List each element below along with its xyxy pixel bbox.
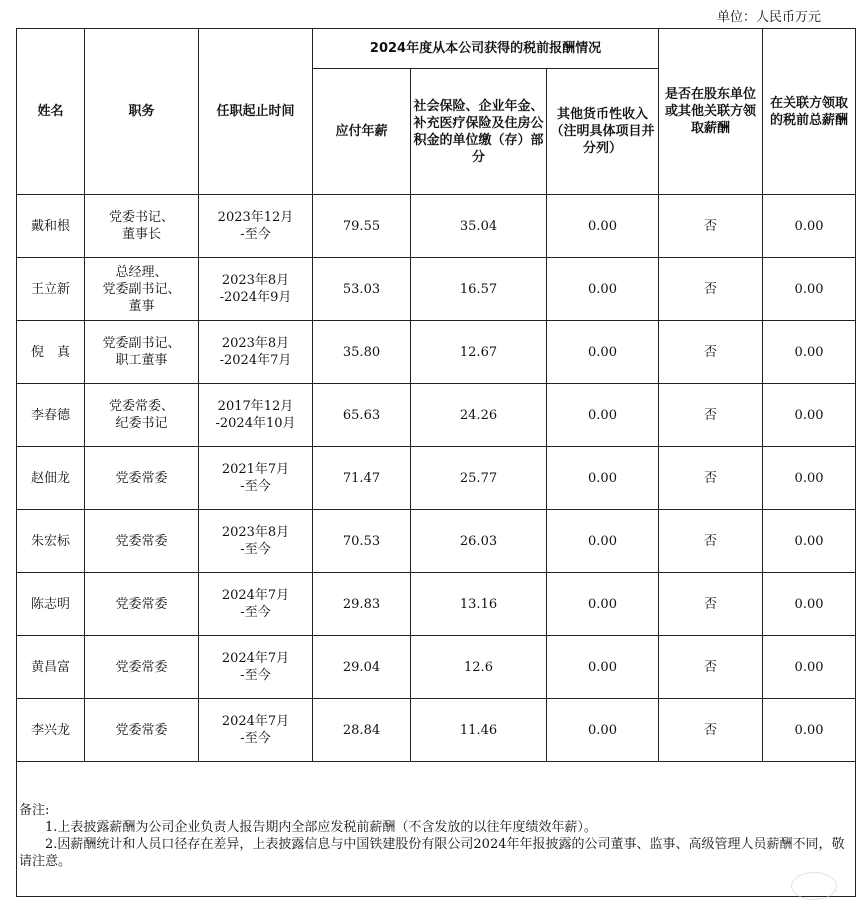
position-cell-line: 党委副书记、 [102, 281, 181, 297]
term-cell [199, 195, 313, 258]
compensation-table [16, 28, 856, 897]
table-body [17, 195, 856, 762]
term-cell-line: 2024年7月 [221, 588, 290, 603]
other-income-cell: 0.00 [547, 384, 659, 447]
other-income-cell: 0.00 [547, 321, 659, 384]
position-cell-line: 党委常委 [115, 470, 168, 486]
salary-cell: 65.63 [313, 384, 411, 447]
position-cell [85, 699, 199, 762]
term-cell [199, 699, 313, 762]
header-shareholder: 是否在股东单位或其他关联方领取薪酬 [659, 29, 763, 195]
term-cell [199, 510, 313, 573]
header-other: 其他货币性收入（注明具体项目并分列） [547, 69, 659, 195]
term-cell-line: 2021年7月 [221, 462, 290, 477]
header-name: 姓名 [17, 29, 85, 195]
related-pay-cell: 0.00 [763, 573, 856, 636]
position-cell [85, 636, 199, 699]
table-row [17, 258, 856, 321]
insurance-cell: 25.77 [411, 447, 547, 510]
position-cell-line: 董事长 [121, 227, 161, 242]
table-row [17, 321, 856, 384]
name-cell: 赵佃龙 [17, 447, 85, 510]
shareholder-pay-cell: 否 [659, 384, 763, 447]
related-pay-cell: 0.00 [763, 321, 856, 384]
name-cell: 王立新 [17, 258, 85, 321]
term-cell-line: -至今 [240, 668, 271, 683]
salary-cell: 53.03 [313, 258, 411, 321]
header-related: 在关联方领取的税前总薪酬 [763, 29, 856, 195]
term-cell-line: 2023年8月 [221, 273, 290, 288]
note-item-1: 1.上表披露薪酬为公司企业负责人报告期内全部应发税前薪酬（不含发放的以往年度绩效年薪）。 [45, 820, 597, 835]
position-cell-line: 职工董事 [115, 353, 168, 368]
related-pay-cell: 0.00 [763, 195, 856, 258]
term-cell-line: 2024年7月 [221, 651, 290, 666]
table-row [17, 195, 856, 258]
shareholder-pay-cell: 否 [659, 321, 763, 384]
related-pay-cell: 0.00 [763, 510, 856, 573]
position-cell [85, 573, 199, 636]
related-pay-cell: 0.00 [763, 636, 856, 699]
position-cell [85, 321, 199, 384]
table-row [17, 636, 856, 699]
position-cell-line: 党委副书记、 [102, 336, 181, 351]
shareholder-pay-cell: 否 [659, 510, 763, 573]
salary-cell: 70.53 [313, 510, 411, 573]
header-group: 2024年度从本公司获得的税前报酬情况 [313, 29, 659, 69]
shareholder-pay-cell: 否 [659, 573, 763, 636]
position-cell-line: 总经理、 [115, 264, 168, 280]
shareholder-pay-cell: 否 [659, 447, 763, 510]
position-cell [85, 195, 199, 258]
notes-label: 备注: [19, 803, 50, 818]
term-cell-line: -2024年9月 [219, 290, 292, 305]
notes-section [17, 762, 856, 897]
position-cell-line: 纪委书记 [115, 416, 168, 431]
term-cell [199, 573, 313, 636]
header-salary: 应付年薪 [313, 69, 411, 195]
other-income-cell: 0.00 [547, 447, 659, 510]
position-cell [85, 384, 199, 447]
table-row [17, 447, 856, 510]
header-position: 职务 [85, 29, 199, 195]
insurance-cell: 16.57 [411, 258, 547, 321]
table-row [17, 384, 856, 447]
other-income-cell: 0.00 [547, 699, 659, 762]
term-cell-line: -至今 [240, 479, 271, 494]
header-term: 任职起止时间 [199, 29, 313, 195]
other-income-cell: 0.00 [547, 510, 659, 573]
related-pay-cell: 0.00 [763, 447, 856, 510]
other-income-cell: 0.00 [547, 258, 659, 321]
position-cell-line: 党委常委 [115, 722, 168, 738]
insurance-cell: 24.26 [411, 384, 547, 447]
term-cell [199, 384, 313, 447]
related-pay-cell: 0.00 [763, 258, 856, 321]
name-cell: 陈志明 [17, 573, 85, 636]
term-cell-line: -2024年10月 [215, 416, 296, 431]
term-cell [199, 636, 313, 699]
term-cell-line: 2024年7月 [221, 714, 290, 729]
insurance-cell: 26.03 [411, 510, 547, 573]
salary-cell: 28.84 [313, 699, 411, 762]
insurance-cell: 13.16 [411, 573, 547, 636]
salary-cell: 29.04 [313, 636, 411, 699]
name-cell: 戴和根 [17, 195, 85, 258]
term-cell-line: -至今 [240, 605, 271, 620]
name-cell: 李兴龙 [17, 699, 85, 762]
insurance-cell: 35.04 [411, 195, 547, 258]
name-cell: 倪 真 [17, 321, 85, 384]
term-cell-line: -至今 [240, 227, 271, 242]
table-row [17, 699, 856, 762]
position-cell-line: 党委书记、 [108, 210, 174, 225]
table-row [17, 573, 856, 636]
shareholder-pay-cell: 否 [659, 699, 763, 762]
term-cell [199, 258, 313, 321]
position-cell-line: 党委常委 [115, 533, 168, 549]
name-cell: 李春德 [17, 384, 85, 447]
salary-cell: 29.83 [313, 573, 411, 636]
term-cell-line: 2017年12月 [217, 399, 294, 414]
term-cell-line: -2024年7月 [219, 353, 292, 368]
name-cell: 黄昌富 [17, 636, 85, 699]
salary-cell: 79.55 [313, 195, 411, 258]
insurance-cell: 11.46 [411, 699, 547, 762]
term-cell [199, 321, 313, 384]
term-cell-line: 2023年12月 [217, 210, 294, 225]
term-cell [199, 447, 313, 510]
table-header [17, 29, 856, 195]
note-item-2: 2.因薪酬统计和人员口径存在差异，上表披露信息与中国铁建股份有限公司2024年年报披露的公司董事、监事、高级管理人员薪酬不同，敬请注意。 [19, 837, 845, 869]
seal-mark [791, 872, 837, 900]
unit-label: 单位：人民币万元 [716, 10, 821, 25]
position-cell-line: 董事 [128, 298, 155, 314]
related-pay-cell: 0.00 [763, 699, 856, 762]
position-cell-line: 党委常委、 [108, 399, 174, 414]
term-cell-line: 2023年8月 [221, 525, 290, 540]
term-cell-line: -至今 [240, 731, 271, 746]
insurance-cell: 12.67 [411, 321, 547, 384]
position-cell [85, 447, 199, 510]
other-income-cell: 0.00 [547, 636, 659, 699]
shareholder-pay-cell: 否 [659, 258, 763, 321]
other-income-cell: 0.00 [547, 195, 659, 258]
shareholder-pay-cell: 否 [659, 636, 763, 699]
position-cell-line: 党委常委 [115, 659, 168, 675]
position-cell [85, 258, 199, 321]
term-cell-line: -至今 [240, 542, 271, 557]
related-pay-cell: 0.00 [763, 384, 856, 447]
salary-cell: 71.47 [313, 447, 411, 510]
position-cell-line: 党委常委 [115, 596, 168, 612]
other-income-cell: 0.00 [547, 573, 659, 636]
salary-cell: 35.80 [313, 321, 411, 384]
name-cell: 朱宏标 [17, 510, 85, 573]
shareholder-pay-cell: 否 [659, 195, 763, 258]
table-row [17, 510, 856, 573]
insurance-cell: 12.6 [411, 636, 547, 699]
position-cell [85, 510, 199, 573]
header-insurance: 社会保险、企业年金、补充医疗保险及住房公积金的单位缴（存）部分 [411, 69, 547, 195]
term-cell-line: 2023年8月 [221, 336, 290, 351]
